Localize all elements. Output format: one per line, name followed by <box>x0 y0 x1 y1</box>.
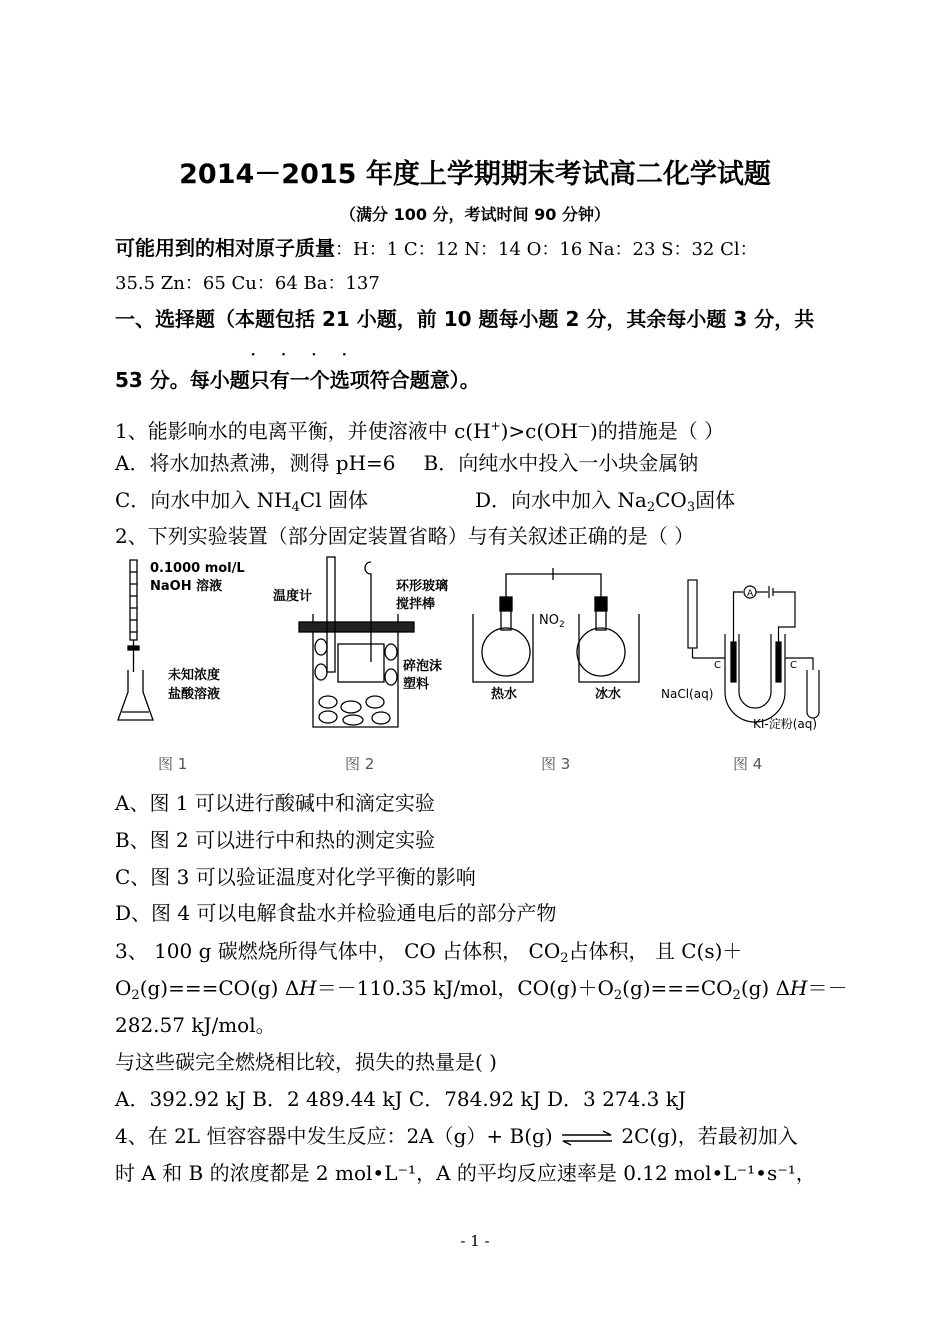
fig1-label-naoh: NaOH 溶液 <box>150 579 223 594</box>
q3-line-1: 3、 100 g 碳燃烧所得气体中， CO 占体积， $CO_2$占体积， 且 C(s)＋ <box>115 939 743 966</box>
q1-option-d: D．向水中加入 $Na_2CO_3$固体 <box>475 488 736 515</box>
fig1-label-unknown: 未知浓度 <box>168 668 221 683</box>
q1-options-ab <box>115 451 698 475</box>
fig2-label-stirrer-2: 搅拌棒 <box>396 597 436 612</box>
atomic-mass-line-2: 35.5 Zn：65 Cu：64 Ba：137 <box>115 273 380 294</box>
atomic-mass-label: 可能用到的相对原子质量 <box>115 236 335 260</box>
section-1-heading-cont: 53 分。每小题只有一个选项符合题意）。 <box>115 368 480 392</box>
figure-1-titration <box>118 560 153 720</box>
q1-sup-minus: — <box>578 419 590 433</box>
q1-stem-b: )>c(OH <box>500 419 578 443</box>
q1-stem-a: 1、能影响水的电离平衡，并使溶液中 c(H <box>115 419 491 443</box>
fig3-label-no2: $NO_2$ <box>539 613 565 630</box>
atomic-mass-values-1: ：H：1 C：12 N：14 O：16 Na：23 S：32 Cl： <box>335 239 758 260</box>
fig4-label-nacl: NaCl(aq) <box>661 687 714 701</box>
q4-line-1: 4、在 2L 恒容容器中发生反应：2A（g）+ B(g) 2C(g)，若最初加入 <box>115 1124 798 1148</box>
q2-option-c: C、图 3 可以验证温度对化学平衡的影响 <box>115 865 476 889</box>
fig4-label-ammeter: A <box>747 589 754 599</box>
fig4-label-electrode-right: C <box>790 660 797 671</box>
page-number: - 1 - <box>460 1232 490 1250</box>
fig1-label-concentration: 0.1000 mol/L <box>150 561 245 576</box>
q3-line-3: 282.57 kJ/mol。 <box>115 1013 276 1037</box>
atomic-mass-line-1 <box>115 236 758 262</box>
q1-option-a: A．将水加热煮沸，测得 pH=6 <box>115 451 396 475</box>
fig1-caption: 图 1 <box>158 755 188 773</box>
fig3-caption: 图 3 <box>541 755 571 773</box>
fig2-label-foam-1: 碎泡沫 <box>403 659 443 674</box>
fig3-label-cold: 冰水 <box>595 687 622 702</box>
q1-option-b: B．向纯水中投入一小块金属钠 <box>423 451 699 475</box>
q2-stem: 2、下列实验装置（部分固定装置省略）与有关叙述正确的是（ ） <box>115 524 695 548</box>
q2-option-a: A、图 1 可以进行酸碱中和滴定实验 <box>115 791 435 815</box>
page-title: 2014－2015 年度上学期期末考试高二化学试题 <box>179 159 771 190</box>
fig2-label-foam-2: 塑料 <box>403 677 430 692</box>
q2-option-b: B、图 2 可以进行中和热的测定实验 <box>115 828 436 852</box>
page-subtitle: （满分 100 分，考试时间 90 分钟） <box>340 205 610 224</box>
fig4-caption: 图 4 <box>733 755 763 773</box>
q2-figures <box>113 552 843 777</box>
fig1-label-hcl: 盐酸溶液 <box>168 687 221 702</box>
q3-options: A．392.92 kJ B．2 489.44 kJ C．784.92 kJ D．3 274.3 kJ <box>115 1087 686 1111</box>
q1-stem-c: )的措施是（ ） <box>590 419 725 443</box>
q2-option-d: D、图 4 可以电解食盐水并检验通电后的部分产物 <box>115 901 557 925</box>
section-1-heading: 一、选择题（本题包括 21 小题，前 10 题每小题 2 分，其余每小题 3 分，共 <box>115 307 815 331</box>
q1-sup-plus: + <box>490 419 501 433</box>
fig2-caption: 图 2 <box>345 755 375 773</box>
fig4-label-ki: KI-淀粉(aq) <box>753 717 818 731</box>
q1-option-c: C．向水中加入 $NH_4Cl$ 固体 <box>115 488 368 515</box>
q4-line-2: 时 A 和 B 的浓度都是 2 mol•L⁻¹，A 的平均反应速率是 0.12 mol•L⁻¹•s⁻¹， <box>115 1161 816 1185</box>
q1-stem <box>115 414 724 443</box>
emphasis-dots: ···· <box>250 342 372 366</box>
q3-line-2: $O_2(g)===CO(g)$ ΔH＝－110.35 kJ/mol，$CO(g)+O_2(g)===CO_2(g)$ ΔH＝－ <box>115 976 848 1003</box>
fig4-label-electrode-left: C <box>714 660 721 671</box>
fig2-label-stirrer-1: 环形玻璃 <box>396 579 449 594</box>
fig3-label-hot: 热水 <box>491 687 518 702</box>
q3-line-4: 与这些碳完全燃烧相比较，损失的热量是( ) <box>115 1050 497 1074</box>
q1-options-cd <box>115 488 735 520</box>
equilibrium-arrow-icon <box>559 1130 615 1146</box>
fig2-label-thermometer: 温度计 <box>273 589 313 604</box>
